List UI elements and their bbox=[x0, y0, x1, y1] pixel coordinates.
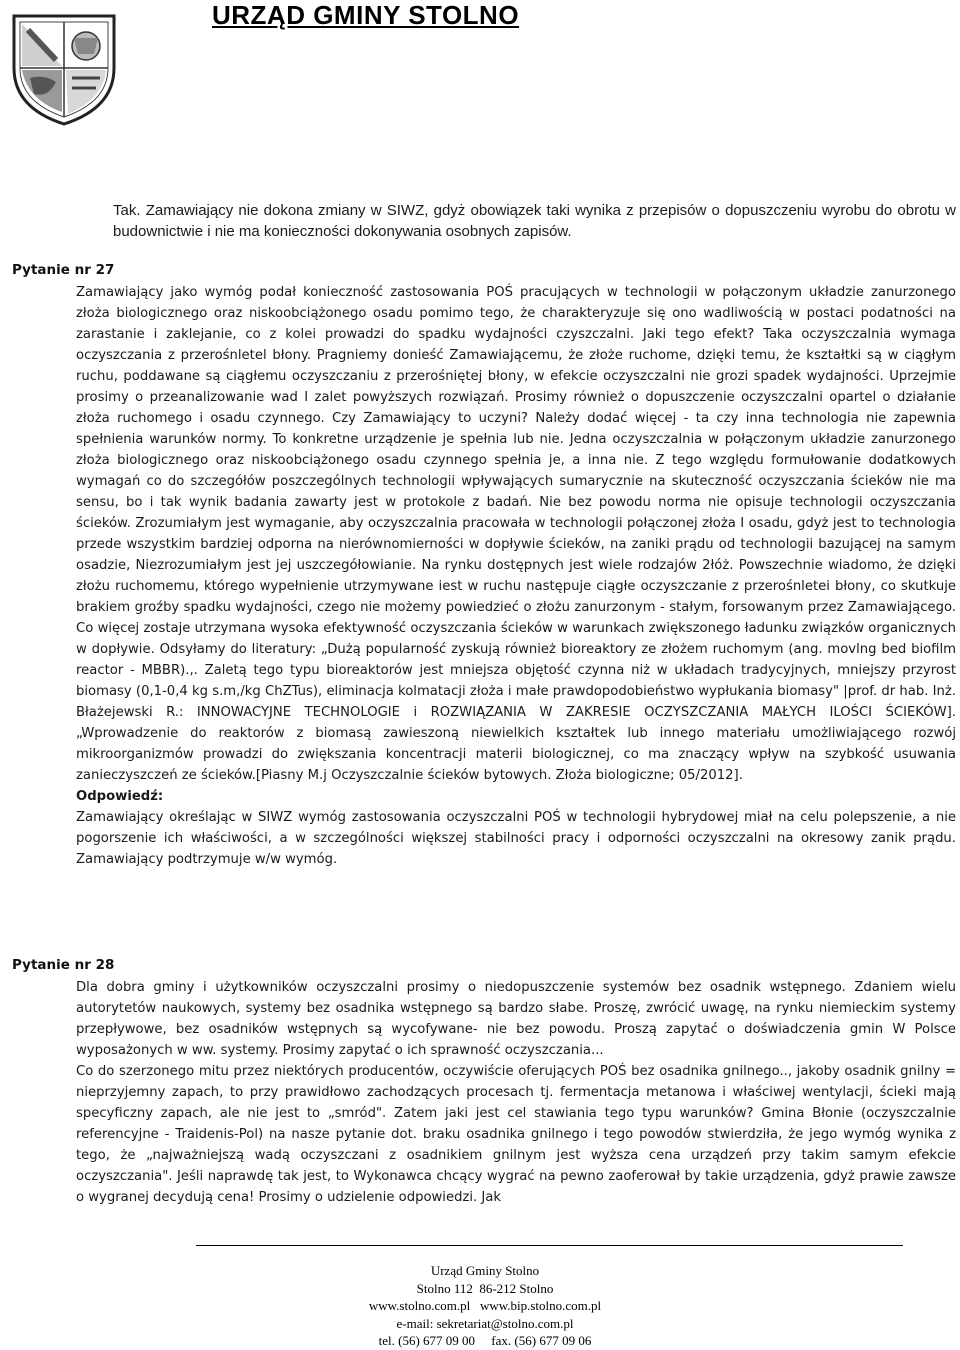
intro-answer-text: Tak. Zamawiający nie dokona zmiany w SIWZ, gdyż obowiązek taki wynika z przepisów o dopuszczeniu wyrobu do obrotu w budownictwie i nie ma konieczności dokonywania osobnych zapisów. bbox=[113, 202, 956, 240]
coat-of-arms-logo bbox=[8, 8, 120, 128]
footer-phone-fax: tel. (56) 677 09 00 fax. (56) 677 09 06 bbox=[378, 1333, 592, 1348]
footer-email: e-mail: sekretariat@stolno.com.pl bbox=[396, 1315, 574, 1331]
page-footer bbox=[0, 1262, 960, 1350]
footer-address: Stolno 112 86-212 Stolno bbox=[416, 1280, 554, 1296]
question-28-body: Dla dobra gminy i użytkowników oczyszczalni prosimy o niedopuszczenie systemów bez osadnik wstępnego. Zdaniem wielu autorytetów naukowych, systemy bez osadnika wstępnego są bardzo słabe. Proszę, zwrócić uwagę, na rynku niemieckim systemy przepływowe, bez osadników wstępnych są wycofywane- nie bez powodu. Proszą zapytać o doświadczenia gmin W Polsce wyposażonych w ww. systemy. Prosimy zapytać o ich sprawność oczyszczania... bbox=[76, 980, 956, 1058]
page-header-title: URZĄD GMINY STOLNO bbox=[212, 0, 520, 30]
question-28-section bbox=[76, 977, 956, 1208]
question-27-section bbox=[76, 282, 956, 870]
footer-office-name: Urząd Gminy Stolno bbox=[430, 1263, 540, 1278]
footer-websites: www.stolno.com.pl www.bip.stolno.com.pl bbox=[368, 1298, 602, 1313]
answer-27-text: Zamawiający określając w SIWZ wymóg zastosowania oczyszczalni POŚ w technologii hybrydowej miał na celu polepszenie, a nie pogorszenie ich właściwości, a w szczególności większej stabilności pracy i odporności oczyszczalni na okresowy zanik prądu. Zamawiający podtrzymuje w/w wymóg. bbox=[76, 810, 956, 867]
footer-divider bbox=[196, 1245, 903, 1246]
question-28-heading: Pytanie nr 28 bbox=[12, 957, 115, 973]
question-27-heading: Pytanie nr 27 bbox=[12, 262, 115, 278]
answer-27-label: Odpowiedź: bbox=[76, 789, 164, 804]
question-28-body-continued: Co do szerzonego mitu przez niektórych producentów, oczywiście oferujących POŚ bez osadnika gnilnego.., jakoby osadnik gnilny = nieprzyjemny zapach, to przy prawidłowo zachodzących procesach tj. fermentacja metanowa i właściwej wentylacji, ścieki mają specyficzny zapach, ale nie jest to „smród". Zatem jaki jest cel stawiania tego typu warunków? Gmina Błonie (oczyszczalnie referencyjne - Traidenis-Pol) na nasze pytanie dot. braku osadnika gnilnego i tego powodów stwierdziła, że jego wymóg wynika z tego, że „najważniejszą wadą oczyszczani z osadnikiem gnilnym jest wyższa cena urządzeń przy takim samym efekcie oczyszczania". Jeśli naprawdę tak jest, to Wykonawca chcący wygrać na pewno zaoferował by takie urządzenia, gdyż prawie zawsze o wygranej decydują cena! Prosimy o udzielenie odpowiedzi. Jak bbox=[76, 1064, 956, 1205]
question-27-body: Zamawiający jako wymóg podał konieczność zastosowania POŚ pracujących w technologii w połączonym układzie zanurzonego złoża biologicznego oraz niskoobciążonego osadu pomimo tego, że charakteryzuje się ono wadliwością w postaci podatności na zarastanie i zaklejanie, co z kolei prowadzi do spadku wydajności czyszczalni. Jaki tego efekt? Taka oczyszczalnia wymaga oczyszczania z przerośnletel błony. Pragniemy donieść Zamawiającemu, że złoże ruchome, dzięki temu, że kształtki są w ciągłym ruchu, poddawane są ciągłemu oczyszczaniu z przerośniętej błony, w efekcie oczyszczalni nie grozi spadek wydajności. Uprzejmie prosimy o przeanalizowanie wad I zalet powyższych rozwiązań. Prosimy również o dopuszczenie oczyszczalni opartel o działanie złoża ruchomego i osadu czynnego. Czy Zamawiający to uczyni? Należy dodać więcej - ta czy inna technologia nie zapewnia spełnienia warunków normy. To konkretne urządzenie je spełnia lub nie. Jedna oczyszczalnia w połączonym układzie zanurzonego złoża biologicznego oraz niskoobciążonego osadu czynnego spełnia je, a inna nie. Z tego względu formułowanie dodatkowych wymagań co do szczegółów poszczególnych technologii wpływających sumarycznie na skuteczność oczyszczania ścieków nie ma sensu, bo i tak wynik badania zawarty jest w protokole z badań. Nie bez powodu norma nie opisuje technologii oczyszczania ścieków. Zrozumiałym jest wymaganie, aby oczyszczalnia pracowała w technologii połączonej złoża I osadu, gdyż jest to technologia przede wszystkim bardziej odporna na nierównomierności w dopływie ścieków, na zaniki prądu od technologii bazującej na samym osadzie, Niezrozumiałym jest jej uszczegółowianie. Na rynku dostępnych jest wiele rodzajów 2łóż. Powszechnie wiadomo, że dzięki złożu ruchomemu, którego wypełnienie utrzymywane iest w ruchu następuje ciągłe oczyszczanie z przerośnletei błony, co skutkuje brakiem groźby spadku wydajności, czego nie możemy powiedzieć o złożu zanurzonym - stałym, forsowanym przez Zamawiającego. Co więcej zostaje utrzymana wysoka efektywność oczyszczania ścieków w warunkach zwiększonego ładunku związków organicznych w dopływie. Odsyłamy do literatury: „Dużą popularność zyskują również bioreaktory ze złożem ruchomym (ang. movlng bed biofilm reactor - MBBR).,. Zaletą tego typu bioreaktorów jest mniejsza objętość czynna niż w układach tradycyjnych, mniejszy przyrost biomasy (0,1-0,4 kg s.m,/kg ChZTus), eliminacja kolmatacji złoża i małe prawdopodobieństwo wypłukania biomasy" |prof. dr hab. Inż. Błażejewski R.: INNOWACYJNE TECHNOLOGIE i ROZWIĄZANIA W ZAKRESIE OCZYSZCZANIA MAŁYCH ILOŚCI ŚCIEKÓW].„Wprowadzenie do reaktorów z biomasą zawieszoną niewielkich kształtek lub innego materiału umożliwiającego rozwój mikroorganizmów prowadzi do zwiększania koncentracji materii biologicznej, co ma znaczący wpływ na szybkość usuwania zanieczyszczeń ze ścieków.[Piasny M.j Oczyszczalnie ścieków bytowych. Złoża biologiczne; 05/2012]. bbox=[76, 285, 956, 783]
